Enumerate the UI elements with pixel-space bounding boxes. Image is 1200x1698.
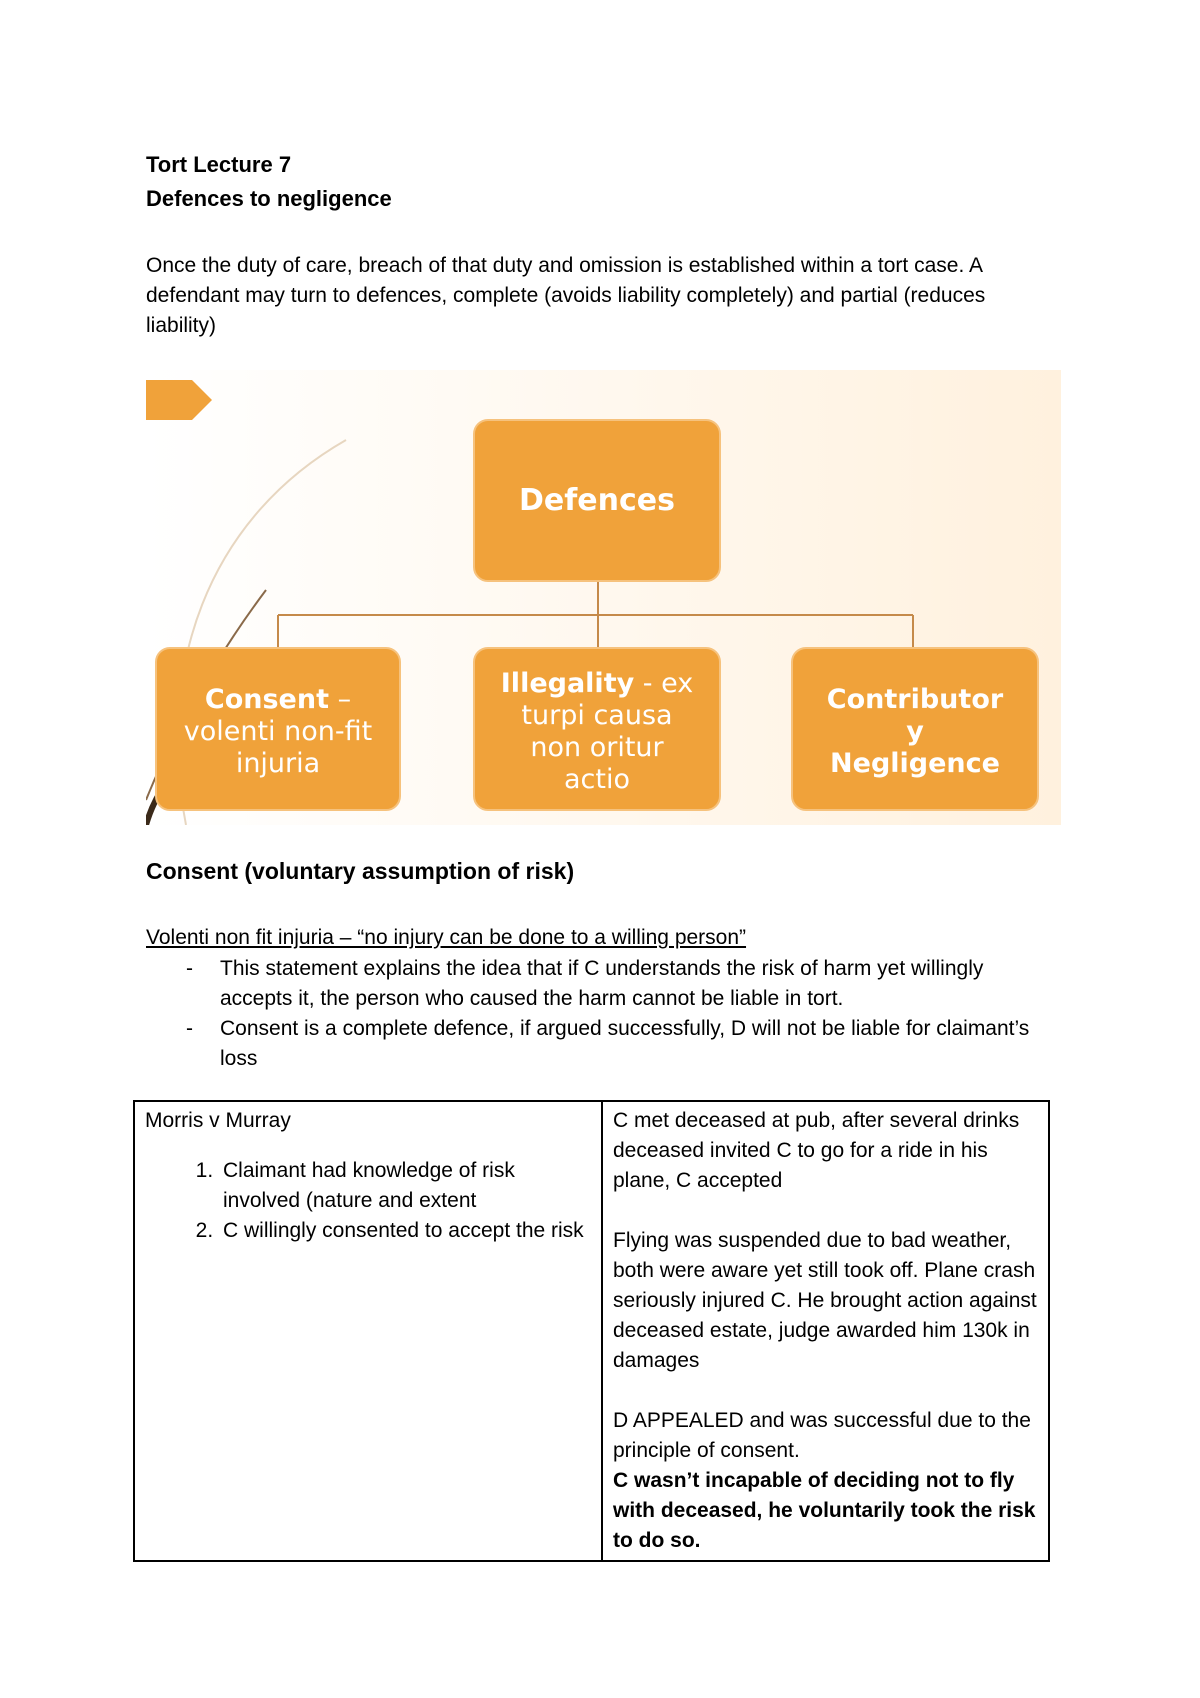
bullet-dash: - bbox=[186, 957, 193, 980]
consent-label-line: Consent – bbox=[204, 684, 352, 715]
bullet-list bbox=[146, 954, 1046, 1074]
case-name: Morris v Murray bbox=[145, 1109, 291, 1132]
consent-label-line: volenti non-fit bbox=[183, 716, 373, 747]
table-row bbox=[134, 1101, 1049, 1561]
case-conclusion: C wasn’t incapable of deciding not to fly with deceased, he voluntarily took the risk to do so. bbox=[613, 1469, 1036, 1552]
contributory-negligence-label-line: y bbox=[906, 716, 924, 747]
list-item: 1. Claimant had knowledge of risk involved (nature and extent bbox=[219, 1156, 591, 1216]
case-elements-list bbox=[145, 1156, 591, 1246]
consent-label-line: injuria bbox=[235, 748, 321, 779]
bullet-dash: - bbox=[186, 1017, 193, 1040]
intro-paragraph: Once the duty of care, breach of that duty and omission is established within a tort case. A defendant may turn to defences, complete (avoids liability completely) and partial (reduces liability) bbox=[146, 254, 986, 337]
contributory-negligence-label-line: Contributor bbox=[826, 684, 1004, 715]
case-fact: D APPEALED and was successful due to the principle of consent. bbox=[613, 1409, 1031, 1462]
section-heading: Consent (voluntary assumption of risk) bbox=[146, 858, 575, 884]
illegality-label-line: non oritur bbox=[530, 732, 664, 763]
illegality-label-line: actio bbox=[564, 764, 630, 795]
facts-cell bbox=[602, 1101, 1049, 1561]
defences-diagram bbox=[146, 370, 1061, 825]
bullet-text: This statement explains the idea that if C understands the risk of harm yet willingly accepts it, the person who caused the harm cannot be liable in tort. bbox=[220, 957, 984, 1010]
illegality-label-line: Illegality - ex bbox=[500, 668, 694, 699]
root-label: Defences bbox=[519, 483, 675, 518]
section-subheading: Volenti non fit injuria – “no injury can be done to a willing person” bbox=[146, 926, 747, 949]
bullet-text: Consent is a complete defence, if argued successfully, D will not be liable for claimant’s loss bbox=[220, 1017, 1030, 1070]
list-item bbox=[146, 1014, 1046, 1074]
lecture-title: Tort Lecture 7 bbox=[146, 152, 292, 177]
topic-title: Defences to negligence bbox=[146, 186, 392, 211]
list-item: 2. C willingly consented to accept the risk bbox=[219, 1216, 591, 1246]
case-table bbox=[133, 1100, 1050, 1562]
case-fact: Flying was suspended due to bad weather, both were aware yet still took off. Plane crash seriously injured C. He brought action against deceased estate, judge awarded him 130k in damages bbox=[613, 1229, 1037, 1372]
contributory-negligence-label-line: Negligence bbox=[830, 748, 1000, 779]
illegality-label-line: turpi causa bbox=[521, 700, 673, 731]
list-item bbox=[146, 954, 1046, 1014]
document-title bbox=[146, 148, 392, 216]
case-cell bbox=[134, 1101, 602, 1561]
case-fact: C met deceased at pub, after several drinks deceased invited C to go for a ride in his plane, C accepted bbox=[613, 1109, 1020, 1192]
